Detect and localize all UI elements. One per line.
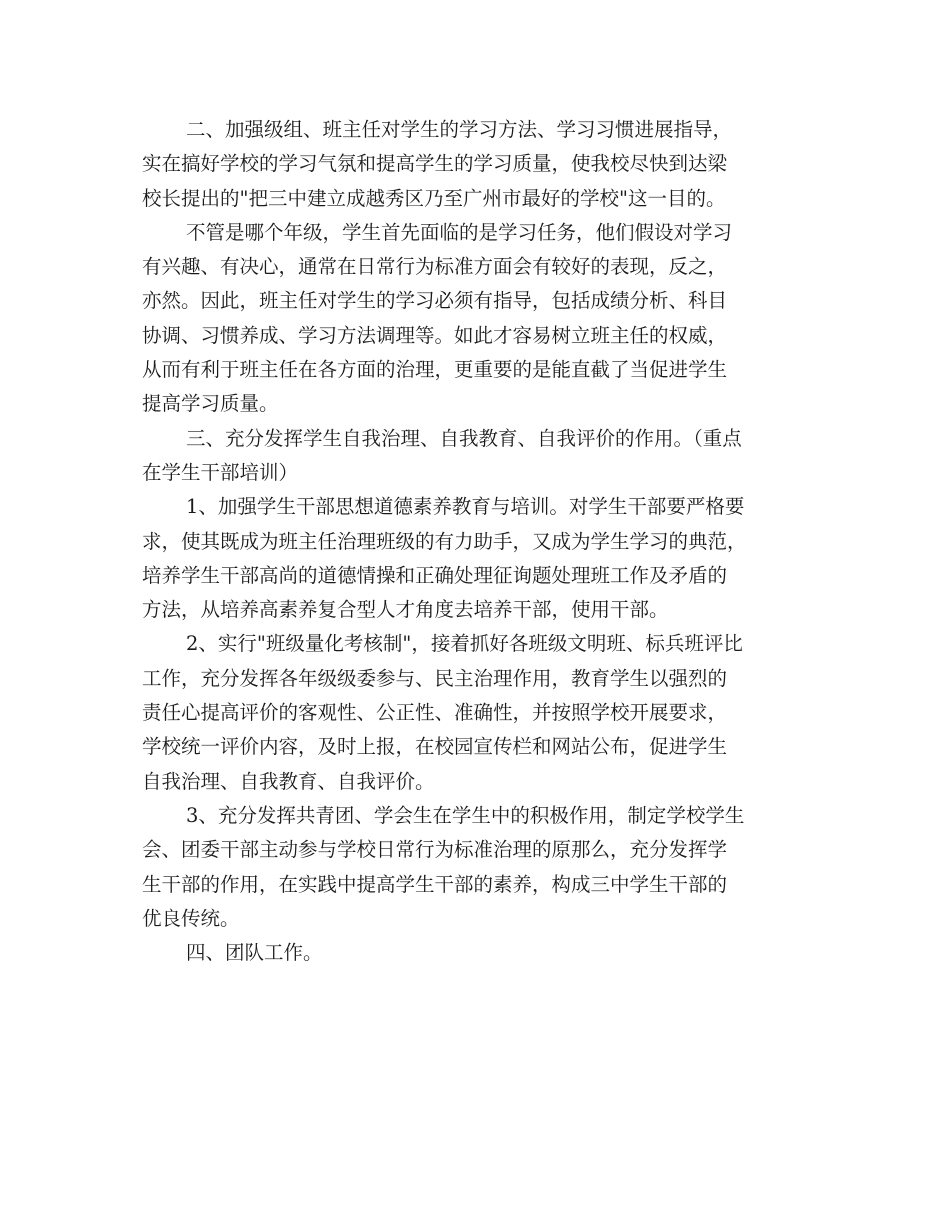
text-line: 优良传统。 [142,906,240,930]
text-line: 在学生干部培训） [142,460,299,484]
paragraph-study-guidance [142,216,832,422]
paragraph-item-1 [142,490,832,627]
text-line: 有兴趣、有决心，通常在日常行为标准方面会有较好的表现，反之， [142,255,728,279]
text-line: 2、实行"班级量化考核制"，接着抓好各班级文明班、标兵班评比 [186,632,743,656]
text-line: 方法，从培养高素养复合型人才角度去培养干部，使用干部。 [142,598,669,622]
paragraph-2-section-heading [142,113,832,216]
text-line: 二、加强级组、班主任对学生的学习方法、学习习惯进展指导， [186,118,733,141]
paragraph-4-section-heading [142,936,832,970]
text-line: 协调、习惯养成、学习方法调理等。如此才容易树立班主任的权威， [142,323,728,347]
paragraph-3-section-heading [142,422,832,491]
text-line: 求，使其既成为班主任治理班级的有力助手，又成为学生学习的典范， [142,529,747,553]
paragraph-item-2 [142,627,832,798]
text-line: 实在搞好学校的学习气氛和提高学生的学习质量，使我校尽快到达梁 [142,152,728,176]
text-line: 学校统一评价内容，及时上报，在校园宣传栏和网站公布，促进学生 [142,735,728,759]
text-line: 四、团队工作。 [186,941,323,965]
text-line: 不管是哪个年级，学生首先面临的是学习任务，他们假设对学习 [186,220,733,244]
text-line: 1、加强学生干部思想道德素养教育与培训。对学生干部要严格要 [186,495,745,519]
text-line: 责任心提高评价的客观性、公正性、准确性，并按照学校开展要求， [142,701,728,725]
text-line: 校长提出的"把三中建立成越秀区乃至广州市最好的学校"这一目的。 [142,186,726,210]
text-line: 三、充分发挥学生自我治理、自我教育、自我评价的作用。（重点 [186,426,742,450]
text-line: 提高学习质量。 [142,392,279,416]
text-line: 工作，充分发挥各年级级委参与、民主治理作用，教育学生以强烈的 [142,666,728,690]
text-line: 生干部的作用，在实践中提高学生干部的素养，构成三中学生干部的 [142,872,728,896]
text-line: 3、充分发挥共青团、学会生在学生中的积极作用，制定学校学生 [186,803,745,827]
text-line: 会、团委干部主动参与学校日常行为标准治理的原那么，充分发挥学 [142,838,728,862]
text-line: 亦然。因此，班主任对学生的学习必须有指导，包括成绩分析、科目 [142,289,728,313]
document-body [142,113,832,970]
text-line: 自我治理、自我教育、自我评价。 [142,769,435,793]
text-line: 培养学生干部高尚的道德情操和正确处理征询题处理班工作及矛盾的 [142,563,728,587]
paragraph-item-3 [142,799,832,936]
text-line: 从而有利于班主任在各方面的治理，更重要的是能直截了当促进学生 [142,358,728,382]
